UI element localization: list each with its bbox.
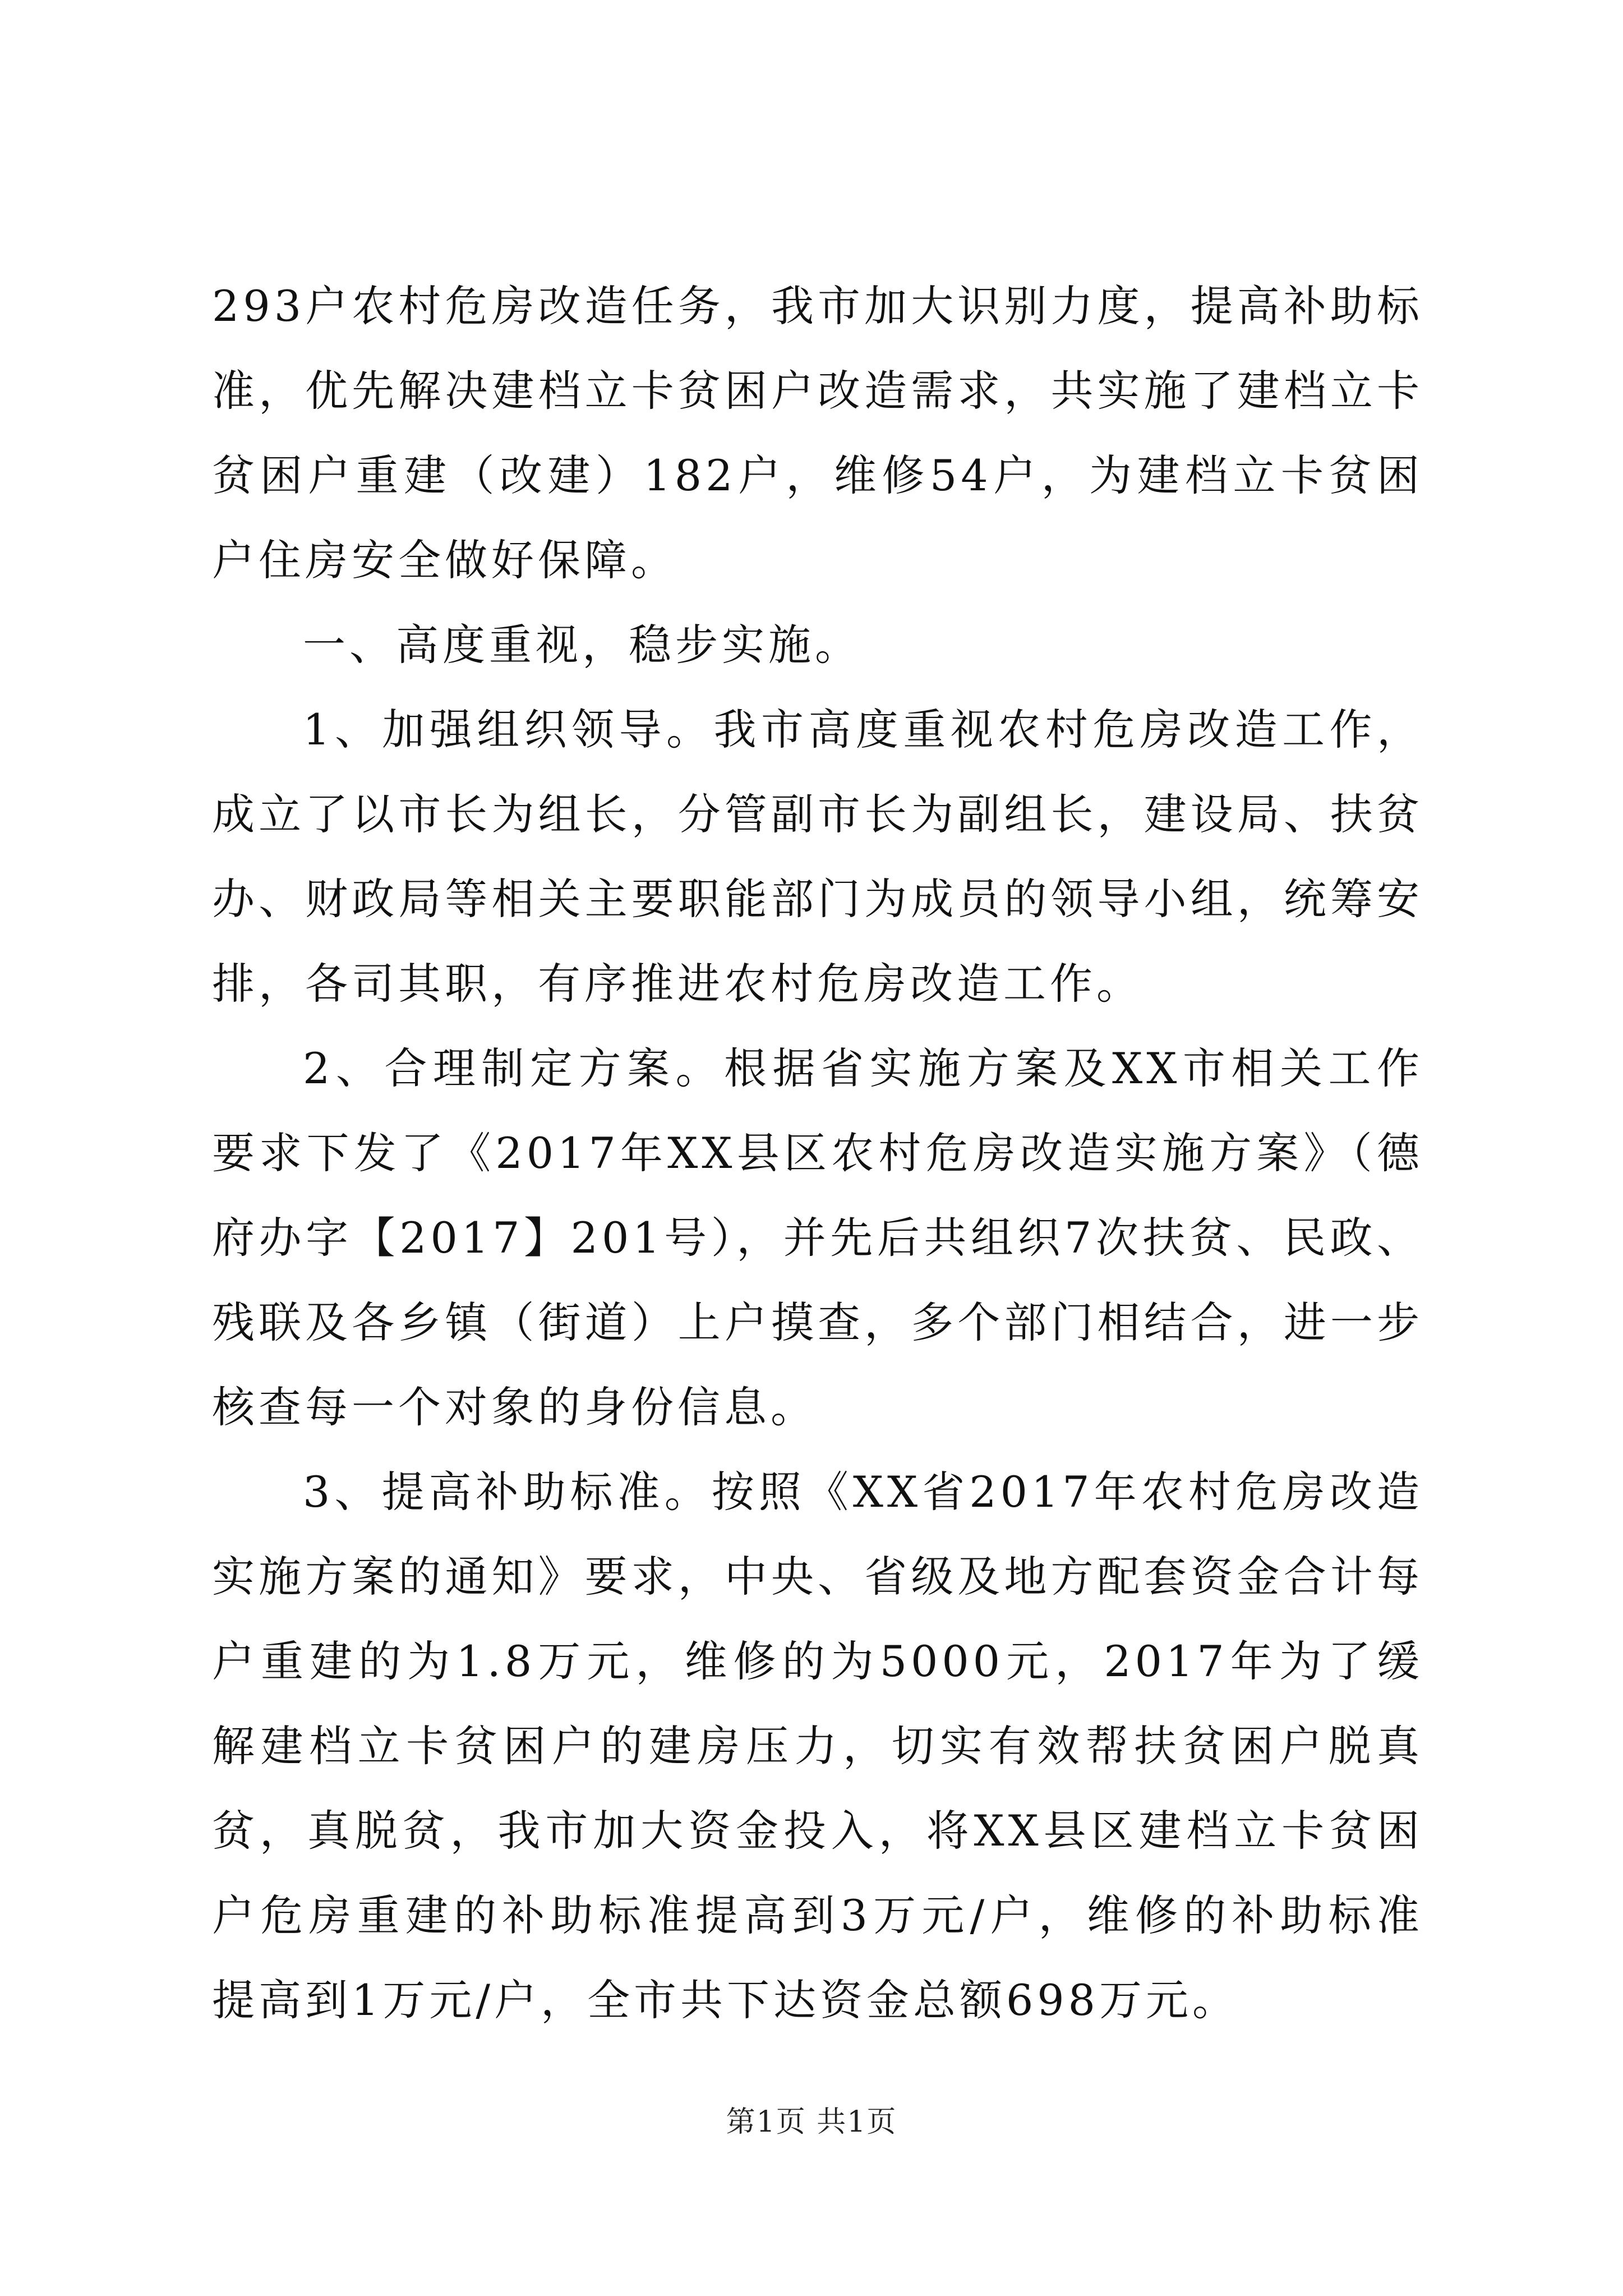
paragraph-subsidy: 3、提高补助标准。按照《XX省2017年农村危房改造实施方案的通知》要求，中央、省级及地方配套资金合计每户重建的为1.8万元，维修的为5000元，2017年为了缓解建档立卡贫困户的建房压力，切实有效帮扶贫困户脱真贫，真脱贫，我市加大资金投入，将XX县区建档立卡贫困户危房重建的补助标准提高到3万元/户，维修的补助标准提高到1万元/户，全市共下达资金总额698万元。	[212, 1467, 1423, 2025]
paragraph-continuation: 293户农村危房改造任务，我市加大识别力度，提高补助标准，优先解决建档立卡贫困户改造需求，共实施了建档立卡贫困户重建（改建）182户，维修54户，为建档立卡贫困户住房安全做好保障。	[212, 281, 1423, 585]
page-footer: 第1页 共1页	[726, 2105, 897, 2139]
section-heading: 一、高度重视，稳步实施。	[303, 620, 861, 670]
paragraph-organization: 1、加强组织领导。我市高度重视农村危房改造工作，成立了以市长为组长，分管副市长为副组长，建设局、扶贫办、财政局等相关主要职能部门为成员的领导小组，统筹安排，各司其职，有序推进农村危房改造工作。	[212, 705, 1423, 1009]
paragraph-plan: 2、合理制定方案。根据省实施方案及XX市相关工作要求下发了《2017年XX县区农村危房改造实施方案》（德府办字【2017】201号），并先后共组织7次扶贫、民政、残联及各乡镇（街道）上户摸查，多个部门相结合，进一步核查每一个对象的身份信息。	[212, 1043, 1423, 1432]
document-body	[212, 264, 1423, 2042]
